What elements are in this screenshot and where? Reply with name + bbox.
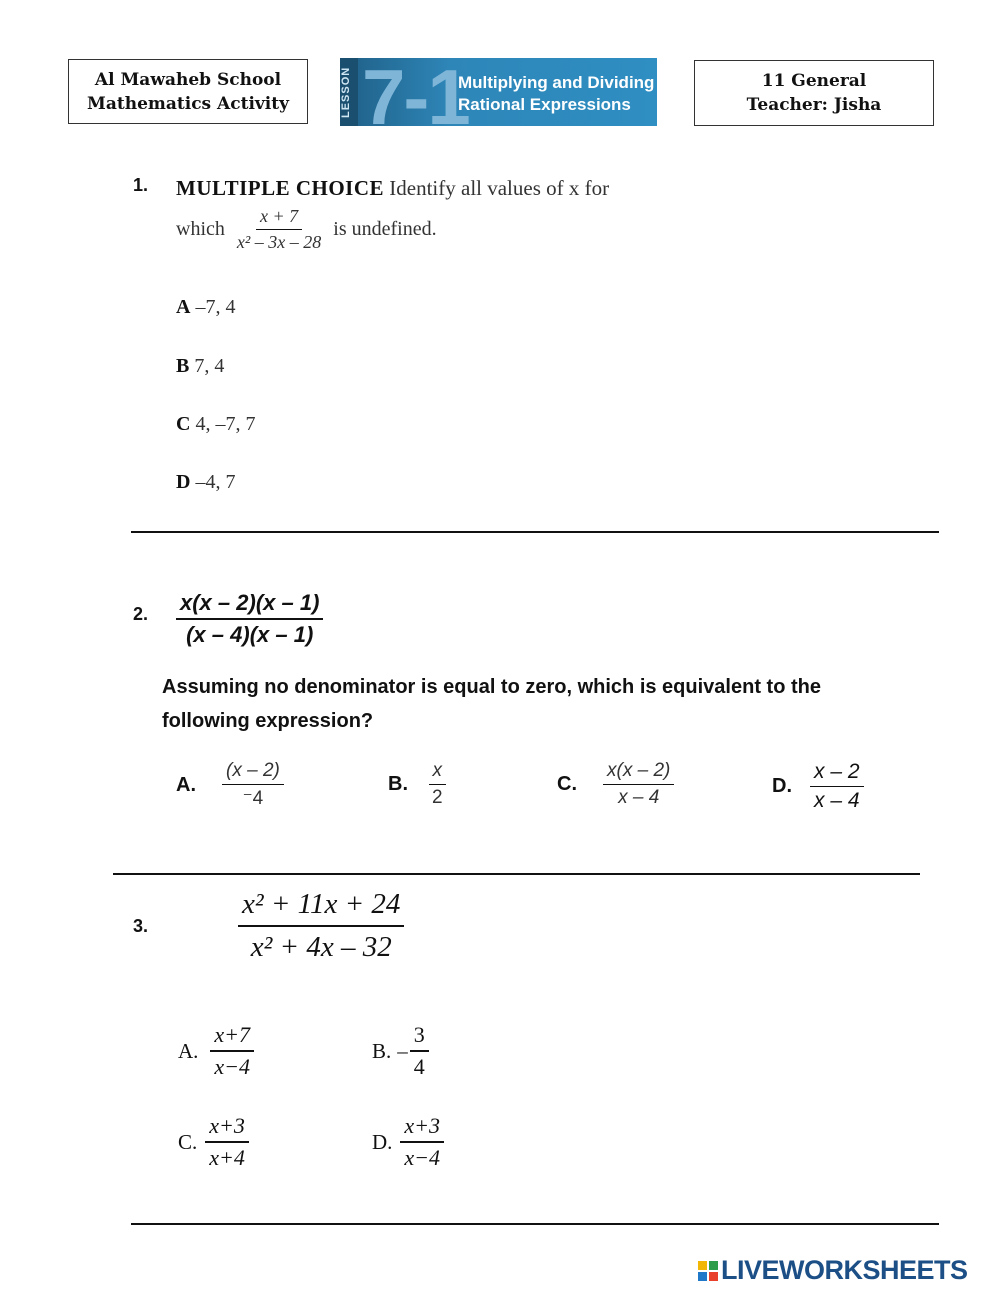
- q1-fraction-denominator: x² – 3x – 28: [236, 232, 322, 252]
- q1-option-letter: C: [176, 413, 191, 435]
- q1-option-d[interactable]: [176, 471, 235, 494]
- q3-option-numerator: 3: [410, 1022, 429, 1052]
- q3-option-letter: D.: [372, 1129, 393, 1154]
- q2-option-numerator: x(x – 2): [603, 760, 674, 785]
- q2-option-denominator: x – 4: [618, 787, 660, 808]
- lesson-tag: LESSON: [340, 58, 358, 126]
- q1-option-text: 7, 4: [194, 355, 225, 377]
- q3-fraction-numerator: x² + 11x + 24: [238, 888, 404, 927]
- q1-prompt: [176, 176, 609, 201]
- q1-option-text: –7, 4: [195, 296, 236, 318]
- q3-option-numerator: x+3: [400, 1113, 444, 1143]
- q2-option-a[interactable]: [176, 760, 284, 810]
- q2-option-letter: D.: [772, 775, 792, 797]
- q3-option-fraction: [400, 1113, 444, 1171]
- q3-option-fraction: [210, 1022, 254, 1080]
- class-info-box: [694, 60, 934, 126]
- class-name: 11 General: [761, 71, 867, 91]
- school-name: Al Mawaheb School: [94, 69, 282, 90]
- activity-title: Mathematics Activity: [87, 93, 289, 114]
- divider: [131, 1223, 939, 1225]
- teacher-name: Teacher: Jisha: [746, 95, 882, 115]
- q3-option-numerator: x+7: [210, 1022, 254, 1052]
- q2-option-b[interactable]: [388, 760, 447, 809]
- q3-number: 3.: [133, 916, 149, 936]
- divider: [113, 873, 920, 875]
- q2-option-numerator: x – 2: [810, 760, 864, 787]
- q3-option-denominator: x−4: [404, 1145, 441, 1170]
- q2-option-letter: C.: [557, 773, 577, 795]
- q1-fraction: [233, 206, 325, 253]
- q3-fraction-denominator: x² + 4x – 32: [250, 931, 392, 963]
- q3-fraction: [238, 888, 404, 964]
- q2-fraction-numerator: x(x – 2)(x – 1): [176, 590, 323, 620]
- q2-expression: [176, 590, 323, 648]
- q3-option-b[interactable]: [372, 1022, 429, 1080]
- lesson-title-line1: Multiplying and Dividing: [458, 73, 655, 92]
- q3-option-denominator: 4: [413, 1054, 425, 1079]
- lesson-banner: [340, 58, 657, 126]
- q1-prompt-text: Identify all values of x for: [389, 176, 610, 200]
- q3-option-letter: A.: [178, 1038, 199, 1063]
- q3-option-numerator: x+3: [205, 1113, 249, 1143]
- q3-option-c[interactable]: [178, 1113, 249, 1171]
- q2-option-denominator: 2: [432, 787, 443, 808]
- q2-number: 2.: [133, 604, 149, 624]
- q2-prompt-line1: Assuming no denominator is equal to zero, which is equivalent to the: [162, 676, 821, 698]
- q2-option-numerator: x: [429, 760, 447, 785]
- q2-option-letter: A.: [176, 773, 196, 796]
- q1-option-b[interactable]: [176, 355, 224, 378]
- q1-option-letter: D: [176, 471, 191, 493]
- q3-option-letter: B.: [372, 1038, 392, 1063]
- q1-option-text: 4, –7, 7: [195, 413, 256, 435]
- q1-which: which: [176, 218, 225, 240]
- q2-prompt-line2: following expression?: [162, 710, 374, 732]
- q2-option-numerator: (x – 2): [222, 760, 284, 785]
- q2-option-fraction: [810, 760, 864, 813]
- liveworksheets-icon: [698, 1261, 718, 1281]
- liveworksheets-logo[interactable]: [698, 1255, 968, 1286]
- q3-expression: [238, 888, 404, 964]
- q2-option-fraction: [428, 760, 447, 809]
- divider: [131, 531, 939, 533]
- lesson-title: [458, 72, 654, 116]
- q1-tail: is undefined.: [333, 218, 437, 240]
- q2-option-d[interactable]: [772, 760, 864, 813]
- q2-prompt: [162, 670, 821, 738]
- q3-option-letter: C.: [178, 1129, 198, 1154]
- q2-option-letter: B.: [388, 773, 408, 795]
- q3-option-sign: –: [397, 1038, 408, 1063]
- q1-number: 1.: [133, 175, 149, 195]
- q2-option-denominator: x – 4: [814, 789, 860, 812]
- q2-option-fraction: [603, 760, 674, 809]
- q2-fraction: [176, 590, 323, 648]
- q3-option-d[interactable]: [372, 1113, 444, 1171]
- q3-option-a[interactable]: [178, 1022, 254, 1080]
- q3-option-denominator: x+4: [209, 1145, 245, 1170]
- q3-option-fraction: [410, 1022, 429, 1080]
- lesson-title-line2: Rational Expressions: [458, 95, 631, 114]
- q3-option-denominator: x−4: [214, 1054, 251, 1079]
- q1-heading: MULTIPLE CHOICE: [176, 176, 385, 200]
- q2-option-denominator: ⁻4: [242, 788, 264, 809]
- q1-fraction-numerator: x + 7: [256, 206, 302, 230]
- q3-option-fraction: [205, 1113, 249, 1171]
- q1-option-text: –4, 7: [195, 471, 236, 493]
- q1-option-letter: B: [176, 355, 190, 377]
- lesson-number: 7-1: [362, 58, 469, 126]
- q2-option-fraction: [222, 760, 284, 810]
- q1-option-letter: A: [176, 296, 191, 318]
- q2-option-c[interactable]: [557, 760, 674, 809]
- brand-name: LIVEWORKSHEETS: [721, 1255, 968, 1285]
- school-info-box: [68, 59, 308, 124]
- q1-expression-line: [176, 206, 437, 253]
- q2-fraction-denominator: (x – 4)(x – 1): [186, 622, 314, 647]
- q1-option-a[interactable]: [176, 296, 235, 319]
- q1-option-c[interactable]: [176, 413, 255, 436]
